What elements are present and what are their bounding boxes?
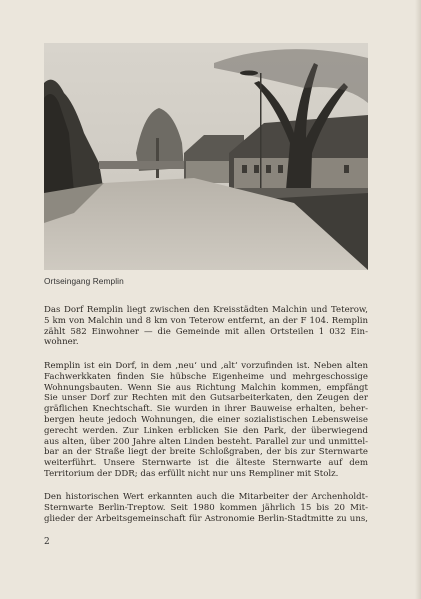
text-line: Sie unser Dorf zur Rechten mit den Gutsarbeiterkaten, den Zeugen der	[44, 393, 368, 404]
text-line: bar an der Straße liegt der breite Schloßgraben, der bis zur Sternwarte	[44, 447, 368, 458]
text-line: zählt 582 Einwohner — die Gemeinde mit allen Ortsteilen 1 032 Ein-	[44, 326, 368, 337]
paragraph-intro	[44, 305, 368, 348]
paragraph-village	[44, 361, 368, 480]
text-line: glieder der Arbeitsgemeinschaft für Astronomie Berlin-Stadtmitte zu uns,	[44, 513, 368, 524]
text-line: Territorium der DDR; das erfüllt nicht nur uns Rempliner mit Stolz.	[44, 468, 339, 479]
text-line: wohner.	[44, 337, 79, 348]
text-line: aus alten, über 200 Jahre alten Linden besteht. Parallel zur und unmittel-	[44, 436, 368, 447]
page-number: 2	[44, 537, 50, 547]
text-line: Fachwerkkaten finden Sie hübsche Eigenheime und mehrgeschossige	[44, 371, 368, 382]
text-line: gräflichen Knechtschaft. Sie wurden in ihrer Bauweise erhalten, beher-	[44, 404, 368, 415]
text-line: Sternwarte Berlin-Treptow. Seit 1980 kommen jährlich 15 bis 20 Mit-	[44, 502, 368, 513]
photo-caption: Ortseingang Remplin	[44, 276, 124, 286]
text-line: Das Dorf Remplin liegt zwischen den Kreisstädten Malchin und Teterow,	[44, 305, 368, 315]
page-edge-shadow	[415, 0, 421, 599]
text-line: 5 km von Malchin und 8 km von Teterow entfernt, an der F 104. Remplin	[44, 315, 368, 326]
text-line: bergen heute jedoch Wohnungen, die einer sozialistischen Lebensweise	[44, 414, 368, 425]
text-line: Remplin ist ein Dorf, in dem ‚neu‘ und ‚alt‘ vorzufinden ist. Neben alten	[44, 361, 368, 371]
text-line: gerecht werden. Zur Linken erblicken Sie den Park, der überwiegend	[44, 425, 368, 436]
text-line: Den historischen Wert erkannten auch die Mitarbeiter der Archenholdt-	[44, 492, 368, 502]
text-line: weiterführt. Unsere Sternwarte ist die älteste Sternwarte auf dem	[44, 458, 368, 469]
paragraph-observatory	[44, 492, 368, 524]
text-line: Wohnungsbauten. Wenn Sie aus Richtung Malchin kommen, empfängt	[44, 382, 368, 393]
village-entrance-photo	[44, 43, 368, 270]
